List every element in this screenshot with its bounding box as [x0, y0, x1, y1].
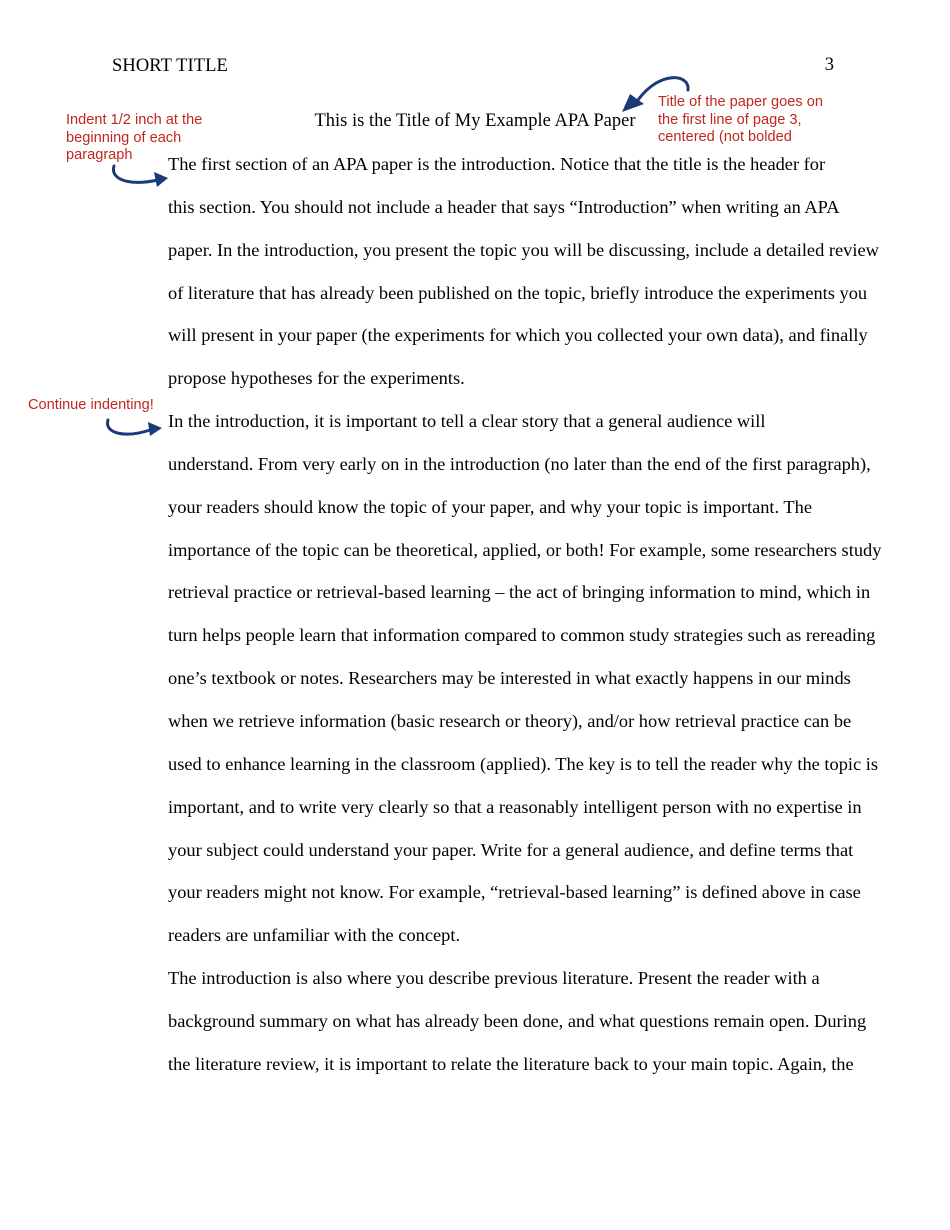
text-line: used to enhance learning in the classroom (applied). The key is to tell the reader why the topic is — [168, 753, 879, 774]
text-line: the literature review, it is important to relate the literature back to your main topic. Again, the — [168, 1053, 854, 1074]
text-line: In the introduction, it is important to tell a clear story that a general audience will — [168, 411, 766, 432]
annotation-line: Indent 1/2 inch at the — [66, 112, 203, 128]
text-line: The first section of an APA paper is the introduction. Notice that the title is the header for — [168, 154, 826, 174]
text-line: when we retrieve information (basic research or theory), and/or how retrieval practice can be — [168, 710, 852, 731]
annotation-indent — [66, 112, 202, 165]
annotation-line: Title of the paper goes on — [658, 94, 823, 110]
text-line: paper. In the introduction, you present the topic you will be discussing, include a detailed review — [168, 239, 879, 260]
text-line: turn helps people learn that information compared to common study strategies such as rereading — [168, 625, 876, 646]
text-line: The introduction is also where you describe previous literature. Present the reader with a — [168, 968, 820, 989]
curved-arrow-icon — [102, 416, 166, 442]
text-line: this section. You should not include a header that says “Introduction” when writing an APA — [168, 196, 840, 217]
paragraph-2 — [112, 400, 882, 957]
text-line: understand. From very early on in the introduction (no later than the end of the first paragraph), — [168, 453, 871, 474]
text-line: propose hypotheses for the experiments. — [168, 368, 465, 389]
text-line: your subject could understand your paper. Write for a general audience, and define terms that — [168, 839, 854, 860]
paragraph-1 — [112, 143, 879, 400]
text-line: background summary on what has already been done, and what questions remain open. During — [168, 1010, 867, 1031]
paper-title: This is the Title of My Example APA Paper — [314, 111, 636, 131]
annotation-line: beginning of each — [66, 129, 182, 146]
text-line: readers are unfamiliar with the concept. — [168, 925, 461, 946]
curved-arrow-icon — [108, 160, 172, 192]
text-line: importance of the topic can be theoretical, applied, or both! For example, some researchers study — [168, 539, 882, 560]
text-line: retrieval practice or retrieval-based learning – the act of bringing information to mind, which in — [168, 582, 871, 603]
annotation-line: Continue indenting! — [28, 397, 154, 413]
page-number: 3 — [824, 55, 834, 75]
annotation-line: the first line of page 3, — [658, 111, 802, 128]
annotation-line: centered (not bolded — [658, 129, 792, 145]
text-line: your readers might not know. For example, “retrieval-based learning” is defined above in case — [168, 882, 861, 903]
text-line: one’s textbook or notes. Researchers may be interested in what exactly happens in our minds — [168, 668, 851, 689]
annotation-continue — [28, 397, 154, 415]
text-line: will present in your paper (the experiments for which you collected your own data), and finally — [168, 325, 868, 346]
body-text — [112, 143, 882, 1086]
running-head: SHORT TITLE — [112, 56, 228, 76]
curved-arrow-icon — [616, 72, 696, 116]
text-line: your readers should know the topic of your paper, and why your topic is important. The — [168, 496, 812, 517]
text-line: important, and to write very clearly so that a reasonably intelligent person with no expertise in — [168, 796, 862, 817]
text-line: of literature that has already been published on the topic, briefly introduce the experiments you — [168, 282, 868, 303]
annotation-line: paragraph — [66, 147, 133, 163]
paragraph-3 — [112, 957, 867, 1086]
